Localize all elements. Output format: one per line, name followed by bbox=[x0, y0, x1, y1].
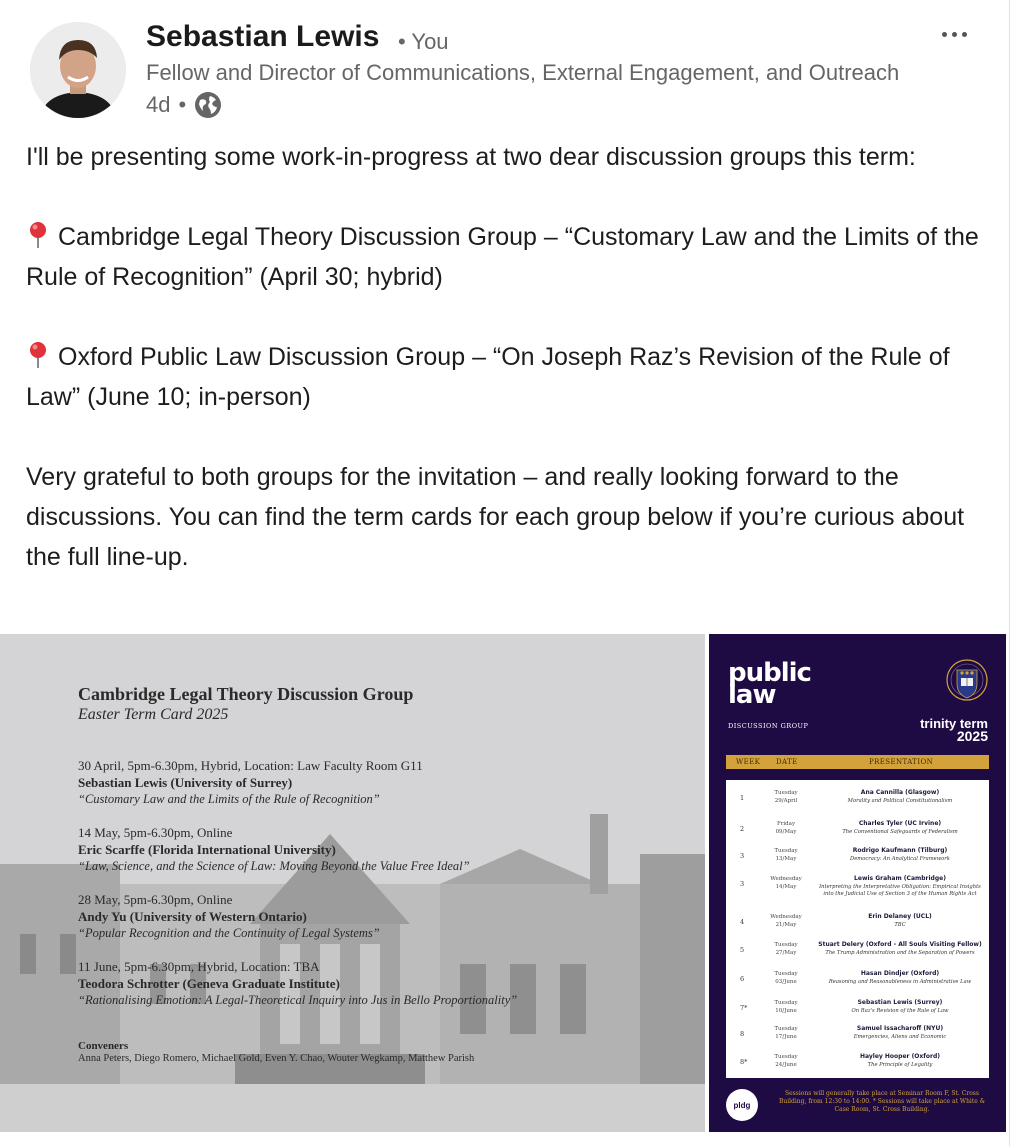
session-when: 28 May, 5pm-6.30pm, Online bbox=[78, 892, 233, 907]
row-date-value: 09/May bbox=[775, 829, 797, 835]
row-date-value: 27/May bbox=[775, 950, 797, 956]
row-date-value: 21/May bbox=[775, 922, 797, 928]
row-talk: Interpreting the Interpretative Obligation: Empirical Insights into the Judicial Use of Section 3 of the Human Rights Act bbox=[819, 884, 981, 897]
more-options-icon bbox=[942, 32, 947, 37]
col-week: WEEK bbox=[736, 758, 761, 766]
post-item-oxford-text: Oxford Public Law Discussion Group – “On Joseph Raz’s Revision of the Rule of Law” (June 10; in-person) bbox=[26, 343, 950, 411]
row-day: Tuesday bbox=[774, 942, 798, 948]
session-talk: “Law, Science, and the Science of Law: Moving Beyond the Value Free Ideal” bbox=[78, 859, 470, 873]
pldg-badge: pldg bbox=[726, 1089, 758, 1121]
post-time: 4d bbox=[146, 92, 171, 117]
discussion-group-label: DISCUSSION GROUP bbox=[728, 722, 809, 730]
table-row bbox=[726, 996, 989, 1022]
row-date-value: 17/June bbox=[775, 1034, 797, 1040]
term-name: trinity term bbox=[920, 716, 988, 731]
row-talk: The Trump Administration and the Separation of Powers bbox=[825, 950, 975, 956]
table-row bbox=[726, 786, 989, 812]
row-date-value: 03/June bbox=[775, 979, 797, 985]
row-talk: On Raz's Revision of the Rule of Law bbox=[851, 1008, 949, 1014]
session-when: 14 May, 5pm-6.30pm, Online bbox=[78, 825, 233, 840]
row-talk: The Principle of Legality bbox=[867, 1062, 933, 1068]
conveners-label: Conveners bbox=[78, 1040, 129, 1052]
row-speaker: Ana Cannilla (Glasgow) bbox=[860, 789, 940, 796]
row-week: 4 bbox=[740, 918, 745, 926]
row-week: 8 bbox=[740, 1030, 745, 1038]
row-week: 3 bbox=[740, 880, 745, 888]
row-day: Friday bbox=[776, 821, 796, 827]
table-row bbox=[726, 1022, 989, 1048]
row-date bbox=[766, 913, 806, 929]
schedule-footer: Sessions will generally take place at Seminar Room F, St. Cross Building, from 12:30 to 14:00. * Sessions will take place at White & Case Room, St. Cross Building. bbox=[778, 1090, 986, 1113]
row-speaker: Hasan Dindjer (Oxford) bbox=[860, 970, 940, 977]
session-when: 11 June, 5pm-6.30pm, Hybrid, Location: TBA bbox=[78, 959, 320, 974]
row-day: Tuesday bbox=[774, 1000, 798, 1006]
table-row bbox=[726, 1050, 989, 1076]
row-week: 2 bbox=[740, 825, 745, 833]
post-body bbox=[26, 137, 1001, 577]
row-date bbox=[766, 1025, 806, 1041]
row-day: Tuesday bbox=[774, 1026, 798, 1032]
conveners-list: Anna Peters, Diego Romero, Michael Gold, Even Y. Chao, Wouter Wegkamp, Matthew Parish bbox=[78, 1053, 475, 1064]
post-meta bbox=[146, 91, 222, 119]
row-date-value: 24/June bbox=[775, 1062, 797, 1068]
row-day: Tuesday bbox=[774, 790, 798, 796]
post-intro: I'll be presenting some work-in-progress at two dear discussion groups this term: bbox=[26, 143, 916, 171]
row-talk: Morality and Political Constitutionalism bbox=[847, 798, 953, 804]
more-options-dot bbox=[952, 32, 957, 37]
session-speaker: Eric Scarffe (Florida International University) bbox=[78, 842, 336, 857]
row-date-value: 13/May bbox=[775, 856, 797, 862]
row-date bbox=[766, 970, 806, 986]
row-date bbox=[766, 789, 806, 805]
avatar-image bbox=[30, 22, 126, 118]
row-date bbox=[766, 1053, 806, 1069]
row-date bbox=[766, 820, 806, 836]
row-date-value: 14/May bbox=[775, 884, 797, 890]
row-speaker: Samuel Issacharoff (NYU) bbox=[856, 1025, 944, 1032]
row-day: Tuesday bbox=[774, 848, 798, 854]
row-talk: TBC bbox=[894, 922, 906, 928]
table-row bbox=[726, 844, 989, 870]
author-relation: • You bbox=[398, 29, 449, 54]
row-speaker: Stuart Delery (Oxford - All Souls Visiting Fellow) bbox=[818, 941, 982, 948]
row-talk: Reasoning and Reasonableness in Administrative Law bbox=[828, 979, 972, 985]
pushpin-icon bbox=[26, 341, 50, 369]
post-item-cambridge-text: Cambridge Legal Theory Discussion Group – “Customary Law and the Limits of the Rule of Recognition” (April 30; hybrid) bbox=[26, 223, 979, 291]
post-item-cambridge bbox=[26, 217, 1001, 297]
avatar[interactable] bbox=[30, 22, 126, 118]
logo-line-1: public bbox=[728, 658, 811, 688]
oxford-term-card-image[interactable] bbox=[709, 634, 1006, 1132]
row-week: 8* bbox=[740, 1058, 748, 1066]
col-presentation: PRESENTATION bbox=[869, 758, 934, 766]
public-law-logo bbox=[728, 658, 811, 710]
row-date bbox=[766, 941, 806, 957]
table-row bbox=[726, 910, 989, 936]
row-date-value: 29/April bbox=[774, 798, 798, 804]
row-week: 1 bbox=[740, 794, 745, 802]
row-date bbox=[766, 875, 806, 891]
row-day: Wednesday bbox=[770, 914, 802, 920]
table-row bbox=[726, 938, 989, 964]
row-day: Tuesday bbox=[774, 1054, 798, 1060]
row-speaker: Rodrigo Kaufmann (Tilburg) bbox=[852, 847, 948, 854]
row-speaker: Sebastian Lewis (Surrey) bbox=[857, 999, 943, 1006]
row-day: Wednesday bbox=[770, 876, 802, 882]
session-speaker: Andy Yu (University of Western Ontario) bbox=[78, 909, 307, 924]
table-row bbox=[726, 817, 989, 843]
session-talk: “Customary Law and the Limits of the Rule of Recognition” bbox=[78, 792, 380, 806]
table-row bbox=[726, 872, 989, 906]
author-headline: Fellow and Director of Communications, External Engagement, and Outreach bbox=[146, 60, 900, 85]
schedule-table bbox=[726, 780, 989, 1078]
pushpin-icon bbox=[26, 221, 50, 249]
post-closing: Very grateful to both groups for the invitation – and really looking forward to the discussions. You can find the term cards for each group below if you’re curious about the full line-up. bbox=[26, 463, 965, 571]
row-week: 3 bbox=[740, 852, 745, 860]
cambridge-subtitle: Easter Term Card 2025 bbox=[78, 706, 229, 723]
session-speaker: Teodora Schrotter (Geneva Graduate Institute) bbox=[78, 976, 340, 991]
row-speaker: Lewis Graham (Cambridge) bbox=[854, 875, 946, 882]
row-speaker: Charles Tyler (UC Irvine) bbox=[858, 820, 942, 827]
cambridge-term-card-image[interactable] bbox=[0, 634, 705, 1132]
author-name[interactable]: Sebastian Lewis bbox=[146, 20, 380, 53]
row-date-value: 10/June bbox=[775, 1008, 797, 1014]
session-when: 30 April, 5pm-6.30pm, Hybrid, Location: Law Faculty Room G11 bbox=[78, 758, 423, 773]
col-date: DATE bbox=[776, 758, 798, 766]
row-day: Tuesday bbox=[774, 971, 798, 977]
session-talk: “Popular Recognition and the Continuity of Legal Systems” bbox=[78, 926, 380, 940]
oxford-crest-icon bbox=[945, 656, 989, 710]
logo-line-2: law bbox=[728, 680, 776, 710]
row-talk: The Conventional Safeguards of Federalism bbox=[842, 829, 958, 835]
row-week: 6 bbox=[740, 975, 745, 983]
meta-separator: • bbox=[178, 92, 187, 117]
post-item-oxford bbox=[26, 337, 1001, 417]
row-week: 5 bbox=[740, 946, 745, 954]
session-talk: “Rationalising Emotion: A Legal-Theoretical Inquiry into Jus in Bello Proportionality” bbox=[78, 993, 518, 1007]
row-talk: Emergencies, Aliens and Economic bbox=[853, 1034, 947, 1040]
globe-icon bbox=[194, 91, 222, 119]
row-speaker: Erin Delaney (UCL) bbox=[868, 913, 932, 920]
more-options-button[interactable] bbox=[934, 22, 974, 46]
term-year: 2025 bbox=[956, 728, 988, 744]
session-speaker: Sebastian Lewis (University of Surrey) bbox=[78, 775, 293, 790]
row-date bbox=[766, 999, 806, 1015]
cambridge-title: Cambridge Legal Theory Discussion Group bbox=[78, 684, 414, 704]
table-row bbox=[726, 967, 989, 993]
schedule-header bbox=[726, 755, 989, 769]
row-talk: Democracy: An Analytical Framework bbox=[850, 856, 950, 862]
row-date bbox=[766, 847, 806, 863]
more-options-dot bbox=[962, 32, 967, 37]
row-speaker: Hayley Hooper (Oxford) bbox=[859, 1053, 941, 1060]
row-week: 7* bbox=[740, 1004, 748, 1012]
